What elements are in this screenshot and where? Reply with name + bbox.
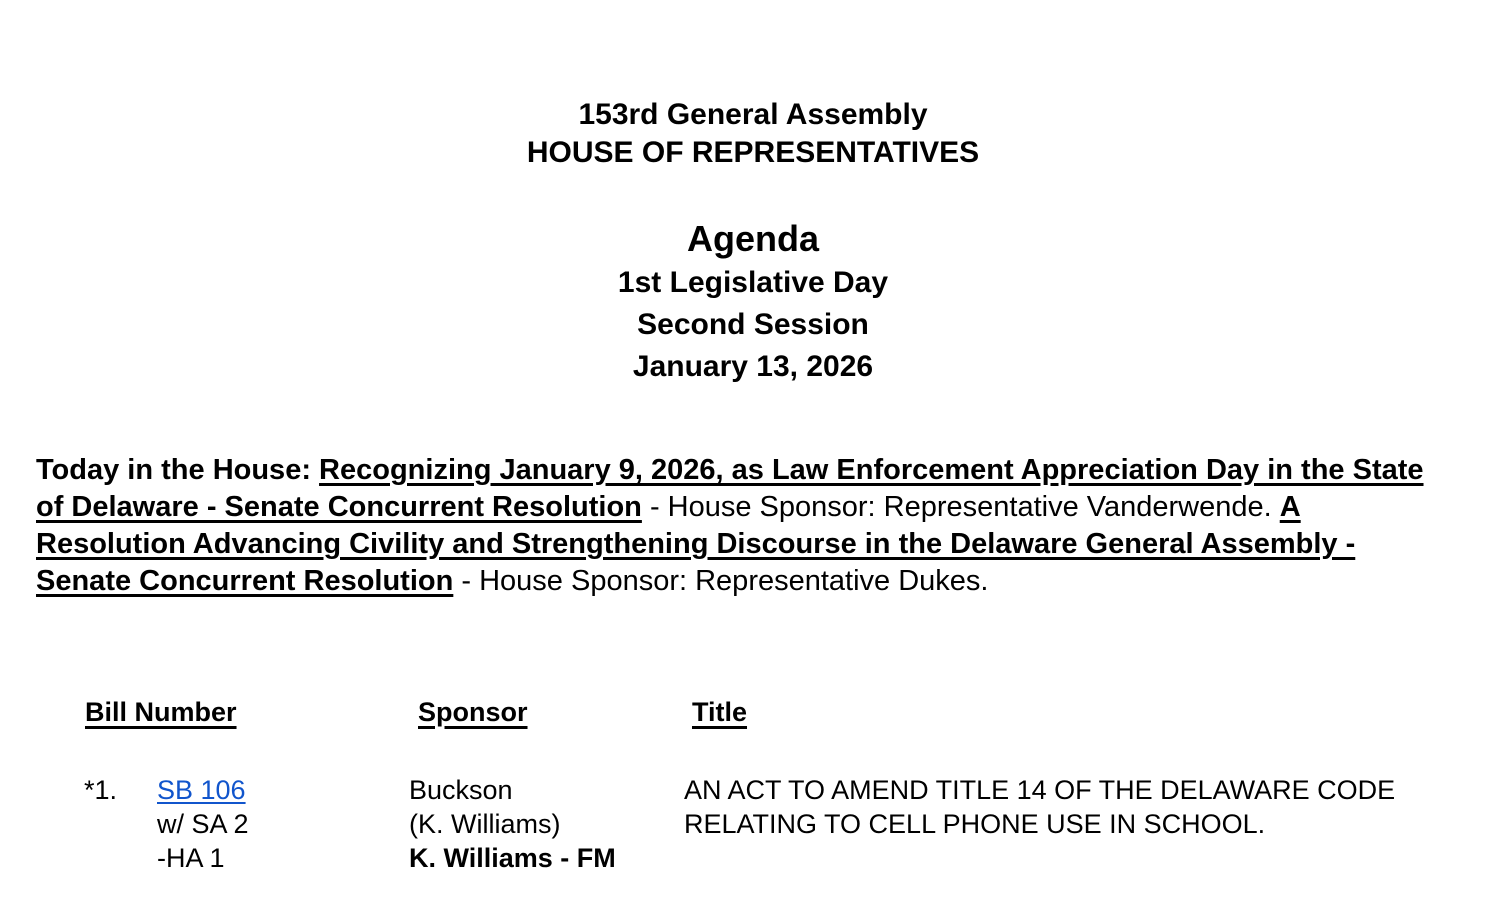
sponsor-line: (K. Williams) — [409, 809, 561, 839]
sponsor-line: Buckson — [409, 775, 513, 805]
today-in-house-paragraph — [36, 452, 1444, 600]
col-header-title: Title — [692, 697, 748, 727]
agenda-heading — [0, 215, 1506, 388]
col-header-sponsor: Sponsor — [418, 697, 528, 727]
sponsor-cell — [409, 773, 616, 875]
paragraph-segment: Recognizing January 9, 2026, as Law Enforcement Appreciation Day in the State of Delaware - Senate Concurrent Resolution — [36, 454, 1424, 523]
table-row — [0, 773, 1506, 877]
bill-number-link[interactable]: SB 106 — [157, 775, 246, 805]
agenda-date: January 13, 2026 — [632, 350, 874, 383]
bill-table — [0, 697, 1506, 877]
paragraph-segment: Today in the House: — [36, 454, 320, 486]
row-number: *1. — [84, 775, 118, 805]
document-header — [0, 0, 1506, 172]
sponsor-line: K. Williams - FM — [409, 843, 616, 873]
bill-title-text: AN ACT TO AMEND TITLE 14 OF THE DELAWARE CODE RELATING TO CELL PHONE USE IN SCHOOL. — [684, 775, 1396, 839]
bill-line — [157, 773, 249, 807]
bill-number-cell — [157, 773, 249, 875]
assembly-title: 153rd General Assembly — [578, 98, 928, 131]
bill-amendment-line: -HA 1 — [157, 843, 225, 873]
col-header-bill-number: Bill Number — [85, 697, 237, 727]
bill-amendment-line: w/ SA 2 — [157, 809, 249, 839]
session-label: Second Session — [637, 308, 869, 341]
legislative-day: 1st Legislative Day — [617, 266, 889, 299]
table-header-row — [0, 697, 1506, 729]
paragraph-segment: A Resolution Advancing Civility and Strengthening Discourse in the Delaware General Assembly - Senate Concurrent Resolution — [36, 491, 1356, 597]
table-rows — [0, 773, 1506, 877]
paragraph-segment: - House Sponsor: Representative Vanderwende. — [641, 491, 1280, 523]
paragraph-segment: - House Sponsor: Representative Dukes. — [453, 565, 989, 597]
agenda-title: Agenda — [686, 218, 819, 259]
chamber-title: HOUSE OF REPRESENTATIVES — [526, 136, 980, 169]
